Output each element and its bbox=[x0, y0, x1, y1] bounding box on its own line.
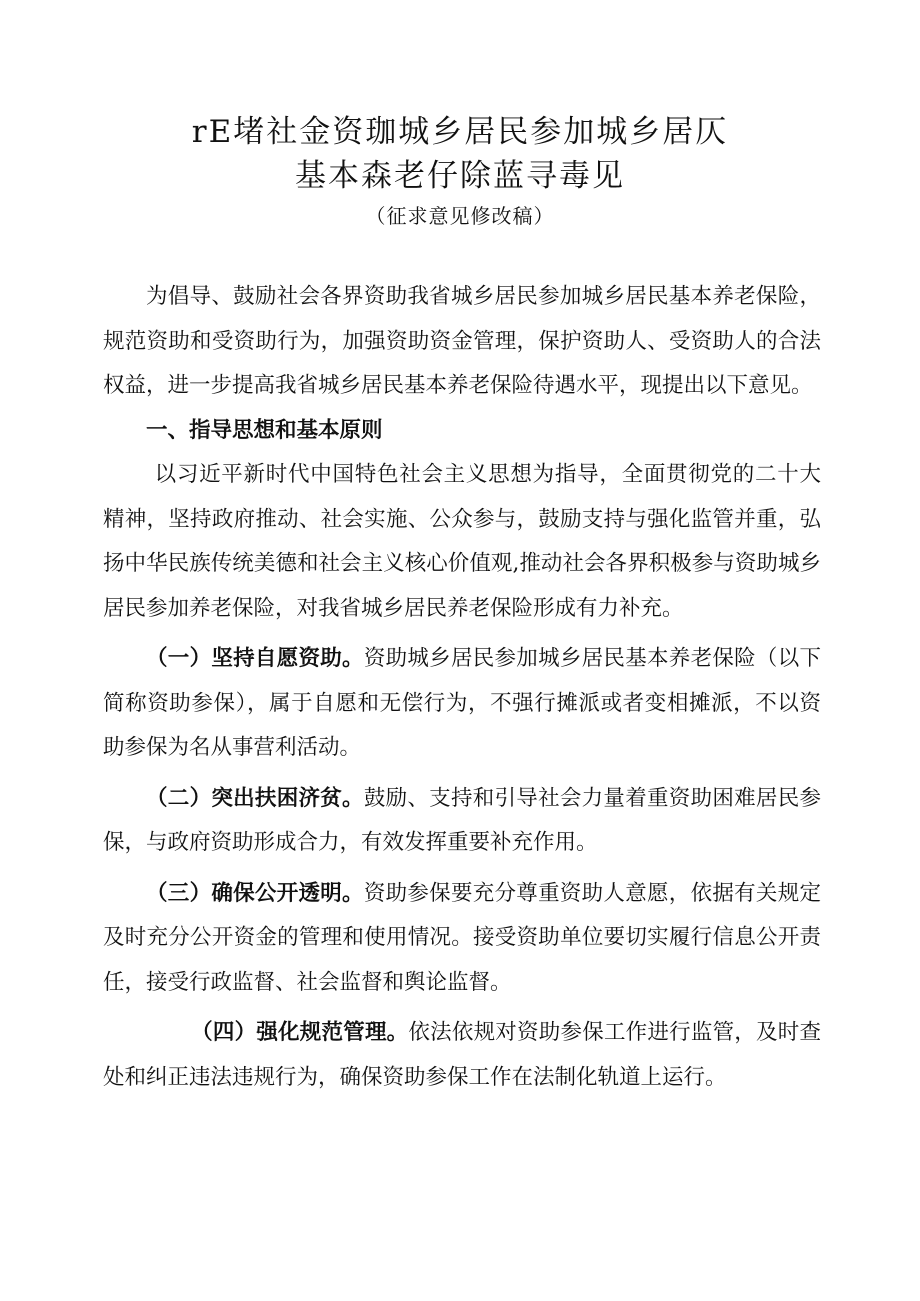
intro-paragraph: 为倡导、鼓励社会各界资助我省城乡居民参加城乡居民基本养老保险，规范资助和受资助行为，加强资助资金管理，保护资助人、受资助人的合法权益，进一步提高我省城乡居民基本养老保险待遇水平，现提出以下意见。 bbox=[103, 284, 821, 398]
principle-heading: （二）突出扶困济贫。 bbox=[146, 785, 364, 811]
principle-text: 依法依规对资助参保工作进行监管，及时查处和纠正违法违规行为，确保资助参保工作在法制化轨道上运行。 bbox=[103, 1020, 821, 1090]
principle-heading: （三）确保公开透明。 bbox=[146, 880, 364, 906]
section-heading: 一、指导思想和基本原则 bbox=[146, 417, 383, 443]
document-subtitle: （征求意见修改稿） bbox=[365, 204, 555, 228]
principle-text: 鼓励、支持和引导社会力量着重资助困难居民参保，与政府资助形成合力，有效发挥重要补充作用。 bbox=[103, 785, 821, 855]
principle-item-2 bbox=[103, 777, 821, 866]
principle-text: 资助城乡居民参加城乡居民基本养老保险（以下简称资助参保），属于自愿和无偿行为，不强行摊派或者变相摊派，不以资助参保为名从事营利活动。 bbox=[103, 646, 821, 760]
principle-item-3 bbox=[103, 872, 821, 1006]
principle-item-4 bbox=[103, 1011, 821, 1100]
section-paragraph: 以习近平新时代中国特色社会主义思想为指导，全面贯彻党的二十大精神，坚持政府推动、社会实施、公众参与，鼓励支持与强化监管并重，弘扬中华民族传统美德和社会主义核心价值观,推动社会各界积极参与资助城乡居民参加养老保险，对我省城乡居民养老保险形成有力补充。 bbox=[103, 462, 821, 621]
principle-heading: （一）坚持自愿资助。 bbox=[146, 646, 364, 671]
principle-text: 资助参保要充分尊重资助人意愿，依据有关规定及时充分公开资金的管理和使用情况。接受资助单位要切实履行信息公开责任，接受行政监督、社会监督和舆论监督。 bbox=[103, 880, 821, 995]
principle-item-1 bbox=[103, 637, 821, 771]
document-title-line2: 基本森老仔除蓝寻毒见 bbox=[295, 158, 625, 194]
principle-heading: （四）强化规范管理。 bbox=[191, 1020, 409, 1045]
document-body bbox=[103, 275, 821, 1100]
document-title-line1: rE堵社金资珈城乡居民参加城乡居仄 bbox=[191, 114, 729, 150]
